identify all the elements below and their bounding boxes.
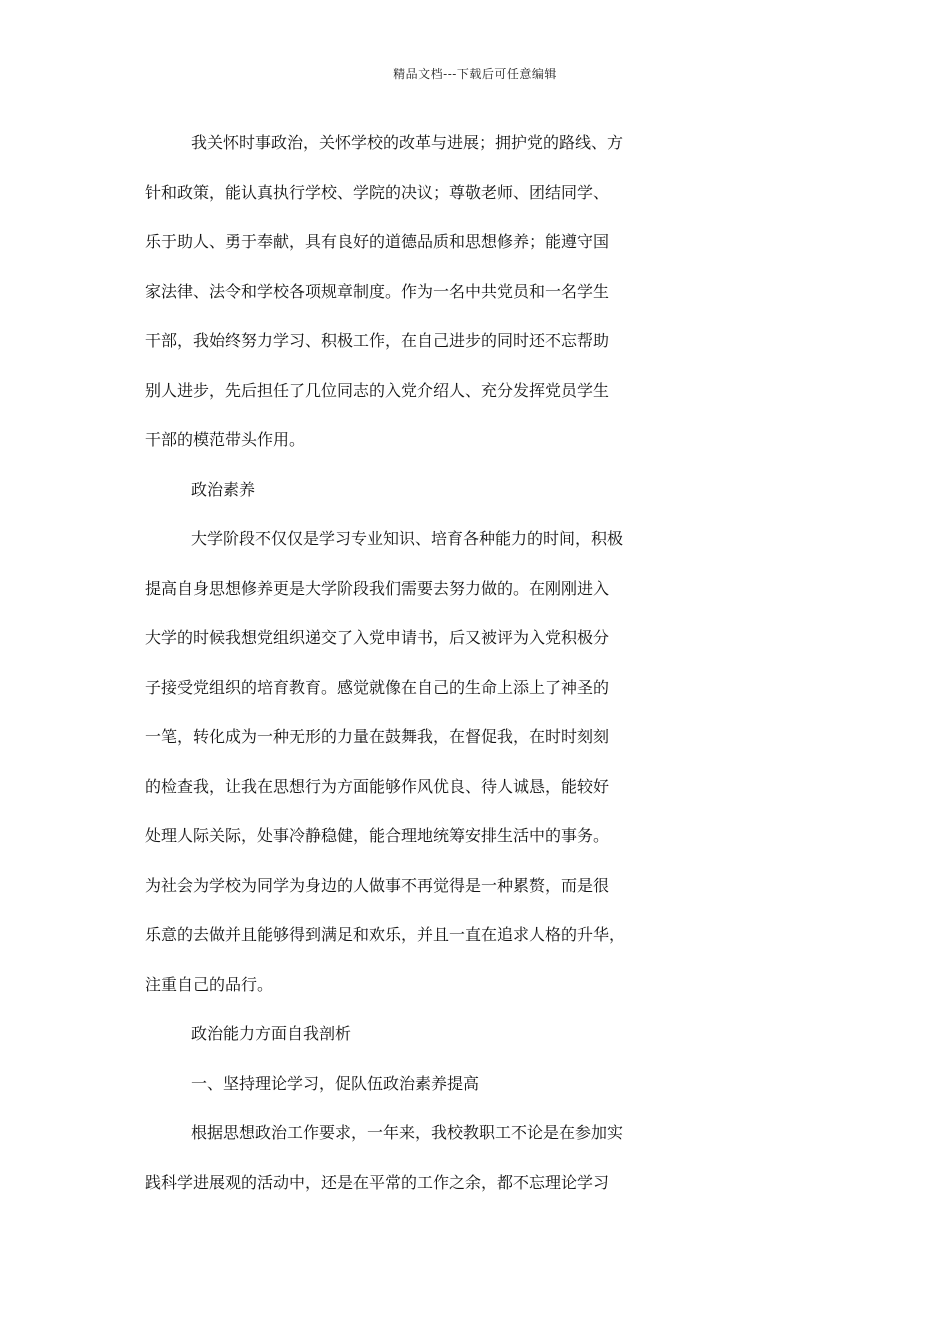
text-line: 践科学进展观的活动中，还是在平常的工作之余，都不忘理论学习 — [145, 1172, 610, 1192]
document-body — [145, 130, 821, 1219]
text-line: 子接受党组织的培育教育。感觉就像在自己的生命上添上了神圣的 — [145, 677, 610, 697]
page-header: 精品文档---下载后可任意编辑 — [393, 67, 557, 81]
text-line: 的检查我，让我在思想行为方面能够作风优良、待人诚恳，能较好 — [145, 776, 610, 796]
text-line: 针和政策，能认真执行学校、学院的决议；尊敬老师、团结同学、 — [145, 182, 610, 202]
subsection-heading: 一、坚持理论学习，促队伍政治素养提高 — [191, 1073, 480, 1093]
text-line: 为社会为学校为同学为身边的人做事不再觉得是一种累赘，而是很 — [145, 875, 610, 895]
text-line: 乐意的去做并且能够得到满足和欢乐，并且一直在追求人格的升华， — [145, 925, 626, 944]
text-line: 我关怀时事政治，关怀学校的改革与进展；拥护党的路线、方 — [191, 133, 624, 152]
text-line: 大学的时候我想党组织递交了入党申请书，后又被评为入党积极分 — [145, 628, 610, 647]
text-line: 大学阶段不仅仅是学习专业知识、培育各种能力的时间，积极 — [191, 529, 624, 548]
text-line: 一笔，转化成为一种无形的力量在鼓舞我，在督促我，在时时刻刻 — [145, 727, 610, 746]
section-heading: 政治素养 — [191, 479, 256, 499]
text-line: 干部的模范带头作用。 — [145, 430, 306, 449]
text-line: 处理人际关际，处事冷静稳健，能合理地统筹安排生活中的事务。 — [145, 826, 610, 845]
text-line: 根据思想政治工作要求，一年来，我校教职工不论是在参加实 — [191, 1123, 624, 1142]
text-line: 干部，我始终努力学习、积极工作，在自己进步的同时还不忘帮助 — [145, 331, 610, 350]
text-line: 别人进步，先后担任了几位同志的入党介绍人、充分发挥党员学生 — [145, 380, 610, 400]
text-line: 提高自身思想修养更是大学阶段我们需要去努力做的。在刚刚进入 — [145, 578, 610, 598]
text-line: 乐于助人、勇于奉献，具有良好的道德品质和思想修养；能遵守国 — [145, 232, 610, 251]
text-line: 注重自己的品行。 — [145, 974, 274, 994]
section-heading: 政治能力方面自我剖析 — [191, 1024, 352, 1043]
text-line: 家法律、法令和学校各项规章制度。作为一名中共党员和一名学生 — [145, 281, 610, 301]
